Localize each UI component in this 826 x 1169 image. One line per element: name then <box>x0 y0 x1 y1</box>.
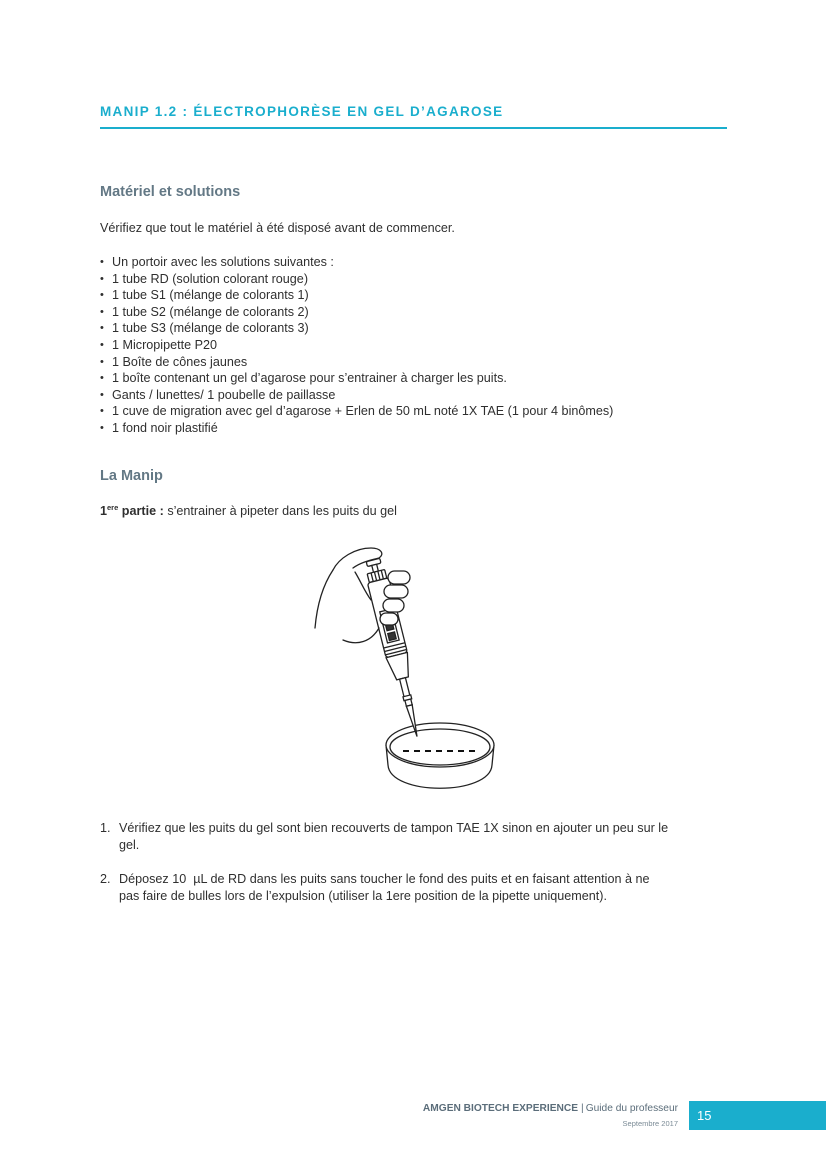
list-item: • 1 cuve de migration avec gel d’agarose + Erlen de 50 mL noté 1X TAE (1 pour 4 binômes) <box>100 403 613 420</box>
pipette-shaft <box>400 678 413 707</box>
list-item: • 1 fond noir plastifié <box>100 420 613 437</box>
step-text-line: Déposez 10 µL de RD dans les puits sans toucher le fond des puits et en faisant attention à ne <box>119 872 650 886</box>
petri-dish-icon <box>386 723 494 788</box>
step-text-line: gel. <box>119 838 140 852</box>
part-description: s’entrainer à pipeter dans les puits du gel <box>167 504 397 518</box>
step-text-line: Vérifiez que les puits du gel sont bien recouverts de tampon TAE 1X sinon en ajouter un peu sur le <box>119 821 669 835</box>
finger <box>380 613 398 625</box>
step-item <box>100 871 727 905</box>
page-number-box <box>689 1101 826 1130</box>
petri-dish-gel <box>390 729 490 765</box>
footer-brand <box>423 1103 678 1114</box>
guide-label: Guide du professeur <box>585 1103 678 1114</box>
steps-list <box>100 820 727 922</box>
footer-date: Septembre 2017 <box>622 1119 678 1128</box>
back-of-hand-outline <box>315 570 333 628</box>
finger <box>384 585 408 598</box>
palm-outline <box>343 628 379 643</box>
step-number: 1. <box>100 821 111 835</box>
brand-name: AMGEN BIOTECH EXPERIENCE <box>422 1103 579 1114</box>
list-item: • Gants / lunettes/ 1 poubelle de paillasse <box>100 387 613 404</box>
step-text-line: pas faire de bulles lors de l’expulsion (utiliser la 1ere position de la pipette uniquement). <box>119 889 607 903</box>
list-item: • 1 tube S2 (mélange de colorants 2) <box>100 304 613 321</box>
list-item: • 1 Micropipette P20 <box>100 337 613 354</box>
part-1-line <box>100 503 397 520</box>
finger <box>388 571 410 584</box>
part-number-superscript: ere <box>107 503 119 512</box>
title-underline <box>100 127 727 129</box>
part-number: 1 <box>100 504 108 518</box>
part-label: partie : <box>121 504 164 518</box>
manip-heading: La Manip <box>100 468 163 484</box>
page-title: MANIP 1.2 : ÉLECTROPHORÈSE EN GEL D’AGAROSE <box>100 104 504 119</box>
step-number: 2. <box>100 872 111 886</box>
materials-heading: Matériel et solutions <box>100 184 241 200</box>
finger <box>383 599 404 612</box>
list-item: • Un portoir avec les solutions suivantes : <box>100 254 613 271</box>
pipette-hand-petri-dish-icon <box>305 540 505 800</box>
materials-intro: Vérifiez que tout le matériel à été disposé avant de commencer. <box>100 221 455 235</box>
footer-separator: | <box>581 1103 584 1114</box>
materials-list <box>100 254 613 437</box>
list-item: • 1 boîte contenant un gel d’agarose pour s’entrainer à charger les puits. <box>100 370 613 387</box>
page-number: 15 <box>697 1108 712 1123</box>
list-item: • 1 Boîte de cônes jaunes <box>100 354 613 371</box>
list-item: • 1 tube S3 (mélange de colorants 3) <box>100 320 613 337</box>
list-item: • 1 tube S1 (mélange de colorants 1) <box>100 287 613 304</box>
step-item <box>100 820 727 854</box>
volume-digit <box>388 632 396 640</box>
pipette-taper <box>386 652 413 681</box>
list-item: • 1 tube RD (solution colorant rouge) <box>100 271 613 288</box>
